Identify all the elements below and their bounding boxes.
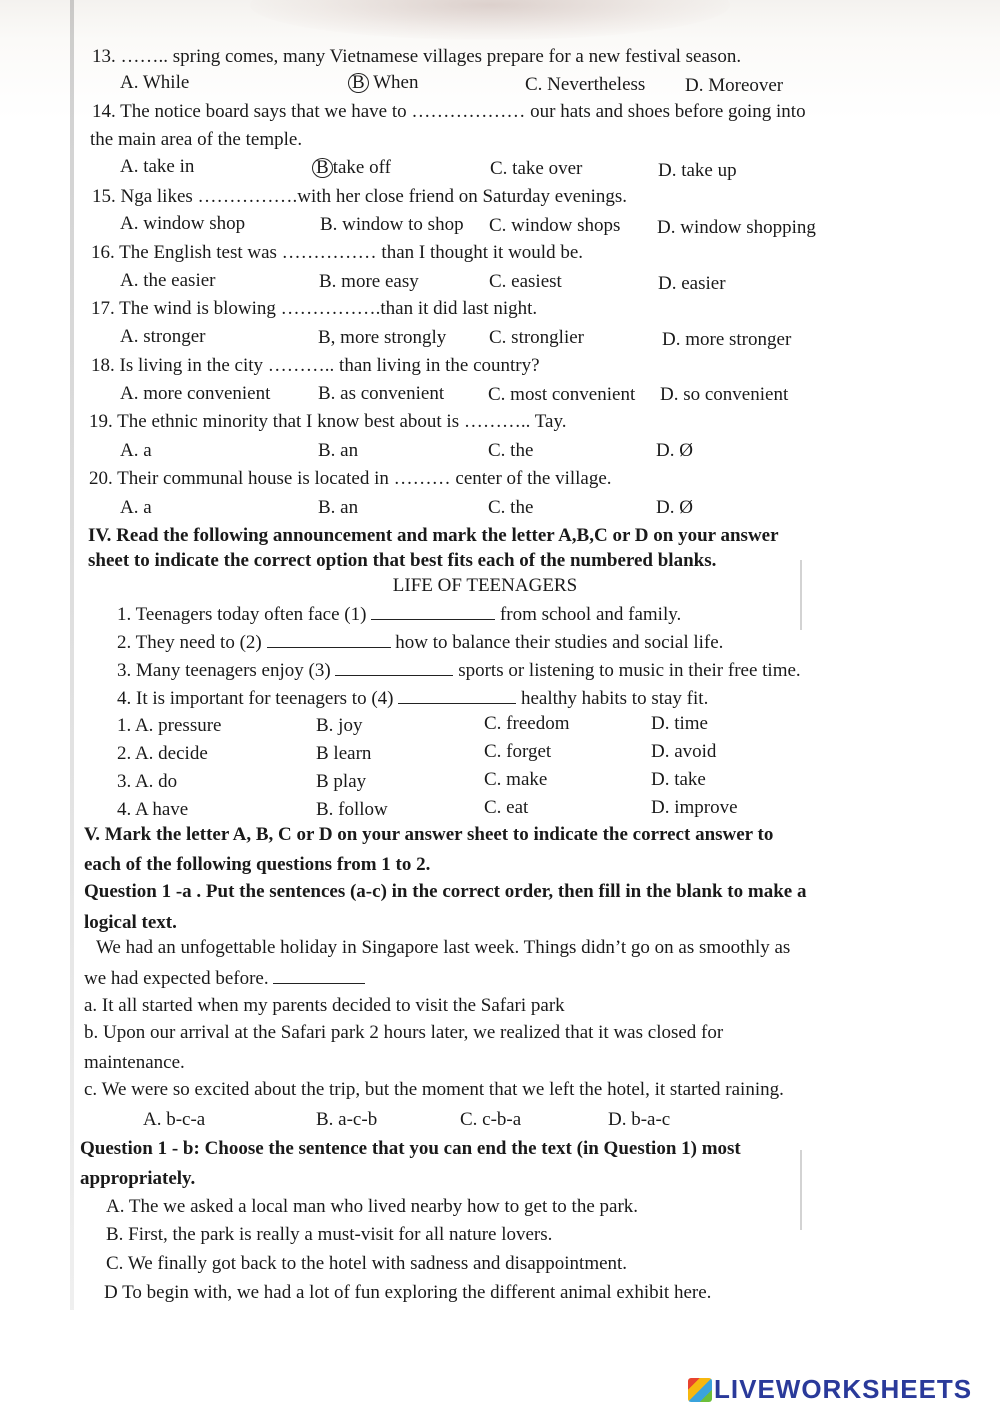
cloze-4-option-d: D. improve: [651, 797, 738, 818]
order-option-c: C. c-b-a: [460, 1109, 522, 1130]
q18-option-a: A. more convenient: [120, 383, 271, 404]
question-14-stem: 14. The notice board says that we have to ……………… our hats and shoes before going into: [92, 101, 806, 122]
q20-option-a: A. a: [120, 497, 152, 518]
answer-blank[interactable]: [273, 967, 365, 984]
passage-line-4: 4. It is important for teenagers to (4) healthy habits to stay fit.: [117, 688, 709, 709]
cloze-1-option-d: D. time: [651, 713, 708, 734]
question-14-stem-cont: the main area of the temple.: [90, 129, 303, 150]
sentence-b-cont: maintenance.: [84, 1052, 185, 1073]
sentence-b: b. Upon our arrival at the Safari park 2 hours later, we realized that it was closed for: [84, 1022, 724, 1043]
question-18-stem: 18. Is living in the city ……….. than living in the country?: [91, 355, 540, 376]
q17-option-a: A. stronger: [120, 326, 206, 347]
cloze-option-row-4: 4. A have: [117, 799, 189, 820]
cloze-2-option-b: B learn: [316, 743, 372, 764]
q19-option-d: D. Ø: [656, 440, 693, 461]
cloze-4-option-b: B. follow: [316, 799, 388, 820]
q15-option-d: D. window shopping: [657, 217, 816, 238]
q19-option-a: A. a: [120, 440, 152, 461]
answer-blank[interactable]: [267, 631, 391, 648]
q18-option-c: C. most convenient: [488, 384, 636, 405]
q13-option-d: D. Moreover: [685, 75, 784, 96]
answer-blank[interactable]: [335, 659, 453, 676]
q17-option-c: C. stronglier: [489, 327, 584, 348]
liveworksheets-icon: [688, 1378, 712, 1402]
q20-option-c: C. the: [488, 497, 534, 518]
scan-edge-shadow: [70, 0, 74, 1310]
ending-option-d: D To begin with, we had a lot of fun exploring the different animal exhibit here.: [104, 1282, 712, 1303]
sentence-a: a. It all started when my parents decided to visit the Safari park: [84, 995, 565, 1016]
q16-option-a: A. the easier: [120, 270, 216, 291]
sentence-c: c. We were so excited about the trip, but the moment that we left the hotel, it started raining.: [84, 1079, 784, 1100]
q15-option-c: C. window shops: [489, 215, 621, 236]
q16-option-c: C. easiest: [489, 271, 562, 292]
scan-mark: [800, 1150, 802, 1230]
q14-option-b: B take off: [312, 157, 391, 179]
cloze-1-option-b: B. joy: [316, 715, 363, 736]
cloze-2-option-c: C. forget: [484, 741, 552, 762]
order-option-b: B. a-c-b: [316, 1109, 378, 1130]
ending-option-c: C. We finally got back to the hotel with sadness and disappointment.: [106, 1253, 628, 1274]
cloze-3-option-c: C. make: [484, 769, 548, 790]
passage-line-1: 1. Teenagers today often face (1) from school and family.: [117, 604, 682, 625]
question-1b-instruction-cont: appropriately.: [80, 1168, 196, 1189]
question-1a-instruction-cont: logical text.: [84, 912, 177, 933]
question-20-stem: 20. Their communal house is located in ……… center of the village.: [89, 468, 612, 489]
q20-option-d: D. Ø: [656, 497, 693, 518]
cloze-3-option-b: B play: [316, 771, 367, 792]
cloze-2-option-d: D. avoid: [651, 741, 717, 762]
question-1a-instruction: Question 1 -a . Put the sentences (a-c) in the correct order, then fill in the blank to make a: [84, 881, 807, 902]
q16-option-b: B. more easy: [319, 271, 419, 292]
section-iv-heading-cont: sheet to indicate the correct option that best fits each of the numbered blanks.: [88, 550, 717, 571]
order-option-d: D. b-a-c: [608, 1109, 671, 1130]
q13-option-a: A. While: [120, 72, 190, 93]
passage-line-2: 2. They need to (2) how to balance their studies and social life.: [117, 632, 724, 653]
cloze-option-row-3: 3. A. do: [117, 771, 178, 792]
q13-option-c: C. Nevertheless: [525, 74, 646, 95]
q15-option-a: A. window shop: [120, 213, 246, 234]
circled-answer: B: [348, 73, 369, 93]
question-16-stem: 16. The English test was …………… than I thought it would be.: [91, 242, 584, 263]
question-13-stem: 13. …….. spring comes, many Vietnamese villages prepare for a new festival season.: [92, 46, 742, 67]
q19-option-b: B. an: [318, 440, 359, 461]
q17-option-d: D. more stronger: [662, 329, 792, 350]
question-15-stem: 15. Nga likes …………….with her close friend on Saturday evenings.: [92, 186, 628, 207]
cloze-1-option-c: C. freedom: [484, 713, 570, 734]
cloze-3-option-d: D. take: [651, 769, 706, 790]
q14-option-a: A. take in: [120, 156, 195, 177]
cloze-option-row-2: 2. A. decide: [117, 743, 208, 764]
q20-option-b: B. an: [318, 497, 359, 518]
passage-title: LIFE OF TEENAGERS: [392, 575, 578, 596]
paragraph-line-1: We had an unfogettable holiday in Singapore last week. Things didn’t go on as smoothly as: [96, 937, 791, 958]
q18-option-b: B. as convenient: [318, 383, 445, 404]
cloze-4-option-c: C. eat: [484, 797, 529, 818]
q19-option-c: C. the: [488, 440, 534, 461]
question-19-stem: 19. The ethnic minority that I know best about is ……….. Tay.: [89, 411, 567, 432]
q14-option-d: D. take up: [658, 160, 737, 181]
scan-mark: [800, 560, 802, 630]
ending-option-a: A. The we asked a local man who lived nearby how to get to the park.: [106, 1196, 639, 1217]
ending-option-b: B. First, the park is really a must-visit for all nature lovers.: [106, 1224, 553, 1245]
q13-option-b: B When: [348, 72, 418, 94]
liveworksheets-logo: LIVEWORKSHEETS: [688, 1374, 988, 1408]
question-17-stem: 17. The wind is blowing …………….than it did last night.: [91, 298, 538, 319]
section-iv-heading: IV. Read the following announcement and mark the letter A,B,C or D on your answer: [88, 525, 779, 546]
q16-option-d: D. easier: [658, 273, 726, 294]
q14-option-c: C. take over: [490, 158, 583, 179]
section-v-heading-cont: each of the following questions from 1 to 2.: [84, 854, 431, 875]
answer-blank[interactable]: [398, 687, 516, 704]
order-option-a: A. b-c-a: [143, 1109, 206, 1130]
q15-option-b: B. window to shop: [320, 214, 464, 235]
question-1b-instruction: Question 1 - b: Choose the sentence that you can end the text (in Question 1) most: [80, 1138, 741, 1159]
passage-line-3: 3. Many teenagers enjoy (3) sports or listening to music in their free time.: [117, 660, 801, 681]
q18-option-d: D. so convenient: [660, 384, 789, 405]
section-v-heading: V. Mark the letter A, B, C or D on your answer sheet to indicate the correct answer to: [84, 824, 774, 845]
answer-blank[interactable]: [371, 603, 495, 620]
paragraph-line-2: we had expected before.: [84, 967, 365, 990]
circled-answer: B: [312, 158, 333, 178]
q17-option-b: B, more strongly: [318, 327, 447, 348]
scan-smudge: [250, 0, 730, 40]
cloze-option-row-1: 1. A. pressure: [117, 715, 222, 736]
